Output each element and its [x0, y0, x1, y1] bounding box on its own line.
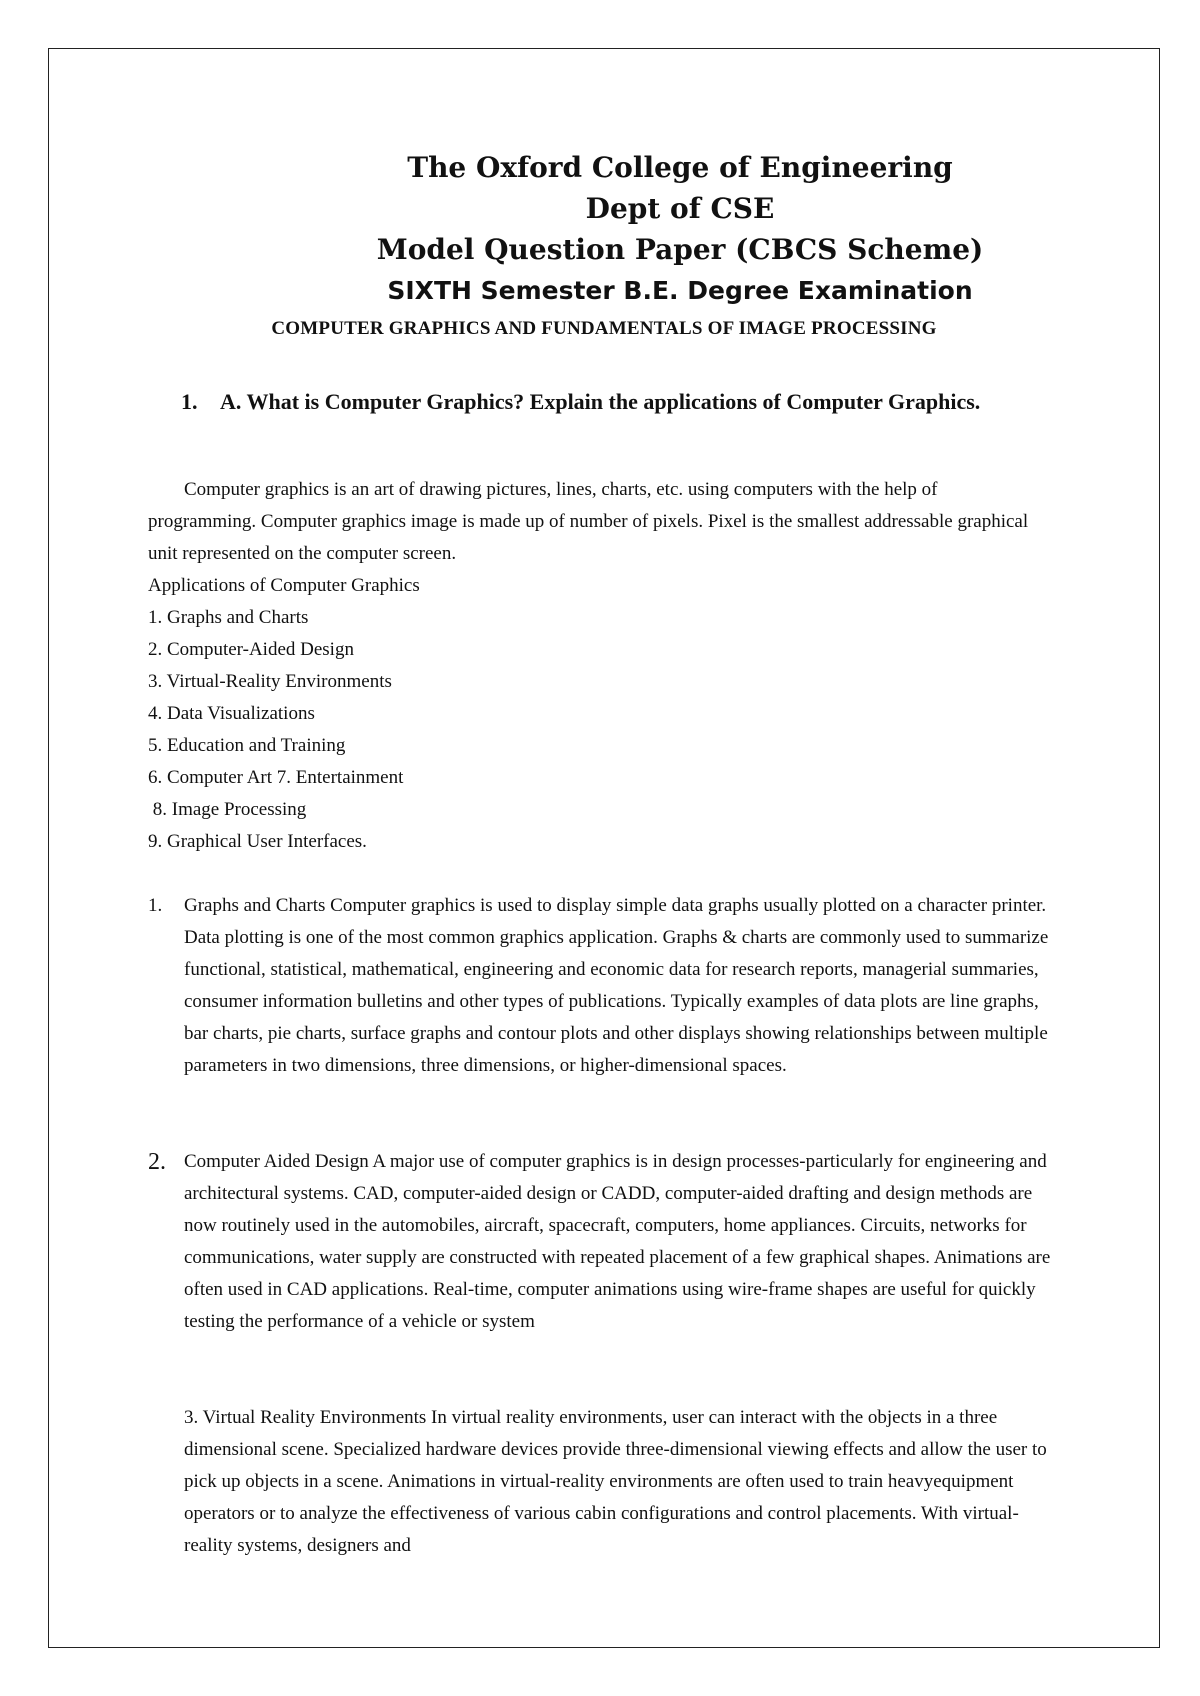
intro-paragraph: Computer graphics is an art of drawing pictures, lines, charts, etc. using computers with the help of programming. Computer graphics image is made up of number of pixels. Pixel is the smallest addressable graphical unit represented on the computer screen. — [148, 479, 1029, 564]
department-name: Dept of CSE — [585, 192, 775, 225]
detail-number: 2. — [148, 1149, 166, 1175]
college-name: The Oxford College of Engineering — [407, 151, 953, 184]
list-item: 8. Image Processing — [148, 799, 307, 820]
list-item: 4. Data Visualizations — [148, 703, 315, 724]
paper-title: Model Question Paper (CBCS Scheme) — [376, 233, 984, 266]
detail-item-graphs-charts — [148, 890, 1058, 1082]
list-item: 6. Computer Art 7. Entertainment — [148, 767, 404, 788]
question-1 — [182, 386, 1060, 418]
list-item: 9. Graphical User Interfaces. — [148, 831, 367, 852]
list-item: 2. Computer-Aided Design — [148, 639, 354, 660]
applications-heading: Applications of Computer Graphics — [148, 575, 420, 596]
detail-text: 3. Virtual Reality Environments In virtual reality environments, user can interact with the objects in a three dimensional scene. Specialized hardware devices provide three-dimensional viewing effects and allow the user to pick up objects in a scene. Animations in virtual-reality environments are often used to train heavyequipment operators or to analyze the effectiveness of various cabin configurations and control placements. With virtual-reality systems, designers and — [184, 1407, 1047, 1556]
answer-intro — [148, 474, 1048, 570]
list-item: 3. Virtual-Reality Environments — [148, 671, 392, 692]
question-number: 1. — [181, 389, 198, 414]
detail-number: 1. — [148, 895, 163, 916]
detail-text: Computer Aided Design A major use of computer graphics is in design processes-particularly for engineering and architectural systems. CAD, computer-aided design or CADD, computer-aided drafting and design methods are now routinely used in the automobiles, aircraft, spacecraft, computers, home appliances. Circuits, networks for communications, water supply are constructed with repeated placement of a few graphical shapes. Animations are often used in CAD applications. Real-time, computer animations using wire-frame shapes are useful for quickly testing the performance of a vehicle or system — [184, 1151, 1051, 1332]
detail-text: Graphs and Charts Computer graphics is used to display simple data graphs usually plotted on a character printer. Data plotting is one of the most common graphics application. Graphs & charts are commonly used to summarize functional, statistical, mathematical, engineering and economic data for research reports, managerial summaries, consumer information bulletins and other types of publications. Typically examples of data plots are line graphs, bar charts, pie charts, surface graphs and contour plots and other displays showing relationships between multiple parameters in two dimensions, three dimensions, or higher-dimensional spaces. — [184, 895, 1049, 1076]
list-item: 5. Education and Training — [148, 735, 346, 756]
list-item: 1. Graphs and Charts — [148, 607, 309, 628]
semester-title: SIXTH Semester B.E. Degree Examination — [387, 276, 973, 305]
subject-title: COMPUTER GRAPHICS AND FUNDAMENTALS OF IMAGE PROCESSING — [271, 318, 937, 339]
detail-item-cad — [148, 1146, 1058, 1338]
detail-item-virtual-reality — [148, 1402, 1058, 1562]
document-header — [300, 147, 1060, 311]
applications-list — [148, 570, 848, 858]
question-text: A. What is Computer Graphics? Explain the applications of Computer Graphics. — [220, 389, 981, 414]
